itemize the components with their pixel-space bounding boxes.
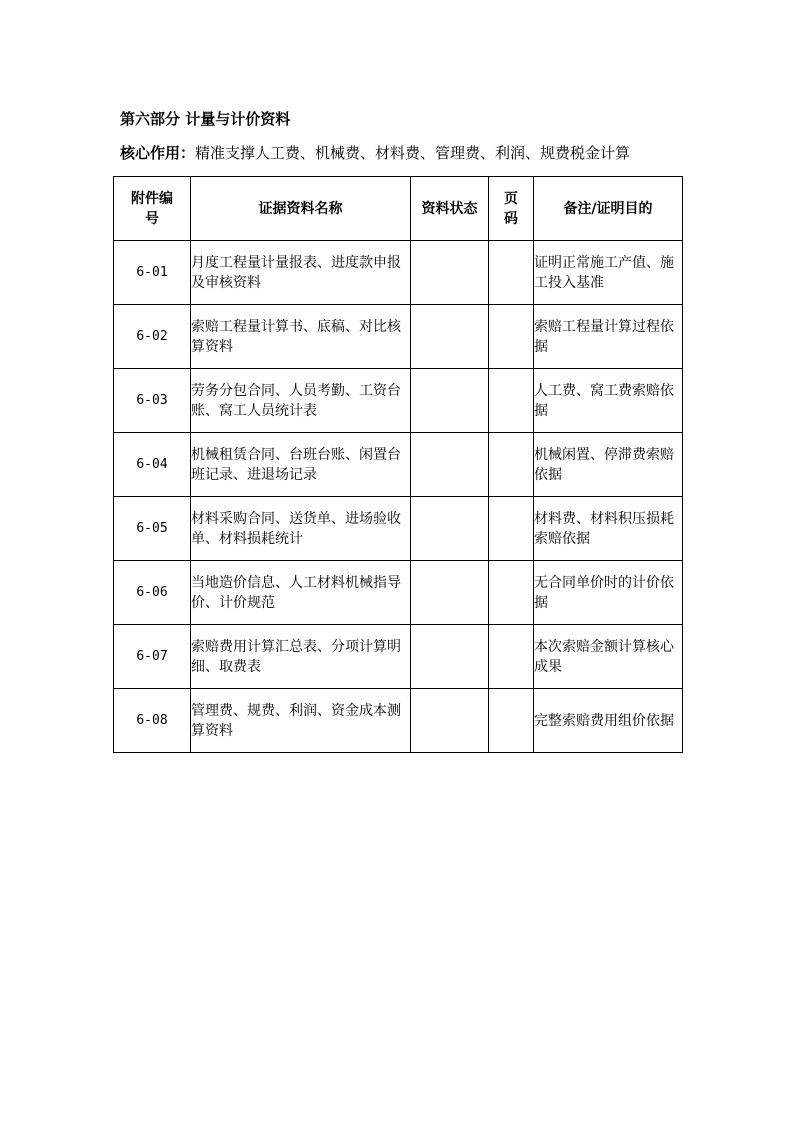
row-attachment-id: 6-06 (114, 561, 191, 625)
core-purpose-text: 精准支撑人工费、机械费、材料费、管理费、利润、规费税金计算 (195, 144, 631, 162)
row-status (411, 433, 489, 497)
row-evidence-name: 月度工程量计量报表、进度款申报及审核资料 (191, 241, 411, 305)
section-title: 第六部分 计量与计价资料 (120, 110, 291, 128)
row-status (411, 689, 489, 753)
row-note: 索赔工程量计算过程依据 (534, 305, 683, 369)
table-header-row (114, 177, 683, 241)
table-row (114, 369, 683, 433)
row-page-number (489, 561, 534, 625)
row-attachment-id: 6-01 (114, 241, 191, 305)
table-row (114, 561, 683, 625)
header-page-number: 页码 (489, 177, 534, 241)
row-status (411, 497, 489, 561)
row-status (411, 369, 489, 433)
row-evidence-name: 索赔费用计算汇总表、分项计算明细、取费表 (191, 625, 411, 689)
row-evidence-name: 管理费、规费、利润、资金成本测算资料 (191, 689, 411, 753)
row-note: 无合同单价时的计价依据 (534, 561, 683, 625)
row-note: 证明正常施工产值、施工投入基准 (534, 241, 683, 305)
row-page-number (489, 689, 534, 753)
row-status (411, 625, 489, 689)
row-note: 机械闲置、停滞费索赔依据 (534, 433, 683, 497)
table-row (114, 625, 683, 689)
row-attachment-id: 6-08 (114, 689, 191, 753)
row-note: 人工费、窝工费索赔依据 (534, 369, 683, 433)
row-evidence-name: 材料采购合同、送货单、进场验收单、材料损耗统计 (191, 497, 411, 561)
table-row (114, 497, 683, 561)
row-evidence-name: 当地造价信息、人工材料机械指导价、计价规范 (191, 561, 411, 625)
table-row (114, 689, 683, 753)
row-attachment-id: 6-03 (114, 369, 191, 433)
core-purpose-line (120, 142, 630, 163)
row-page-number (489, 497, 534, 561)
row-status (411, 561, 489, 625)
row-attachment-id: 6-02 (114, 305, 191, 369)
header-status: 资料状态 (411, 177, 489, 241)
row-note: 材料费、材料积压损耗索赔依据 (534, 497, 683, 561)
row-attachment-id: 6-04 (114, 433, 191, 497)
evidence-table (113, 176, 683, 753)
table-row (114, 305, 683, 369)
row-evidence-name: 劳务分包合同、人员考勤、工资台账、窝工人员统计表 (191, 369, 411, 433)
table-row (114, 433, 683, 497)
row-status (411, 305, 489, 369)
row-page-number (489, 369, 534, 433)
row-evidence-name: 机械租赁合同、台班台账、闲置台班记录、进退场记录 (191, 433, 411, 497)
row-page-number (489, 433, 534, 497)
header-note: 备注/证明目的 (534, 177, 683, 241)
table-row (114, 241, 683, 305)
core-purpose-label: 核心作用： (120, 144, 196, 162)
row-attachment-id: 6-05 (114, 497, 191, 561)
row-page-number (489, 625, 534, 689)
row-status (411, 241, 489, 305)
row-page-number (489, 241, 534, 305)
header-evidence-name: 证据资料名称 (191, 177, 411, 241)
row-evidence-name: 索赔工程量计算书、底稿、对比核算资料 (191, 305, 411, 369)
row-note: 本次索赔金额计算核心成果 (534, 625, 683, 689)
row-page-number (489, 305, 534, 369)
row-attachment-id: 6-07 (114, 625, 191, 689)
row-note: 完整索赔费用组价依据 (534, 689, 683, 753)
header-attachment-id: 附件编号 (114, 177, 191, 241)
